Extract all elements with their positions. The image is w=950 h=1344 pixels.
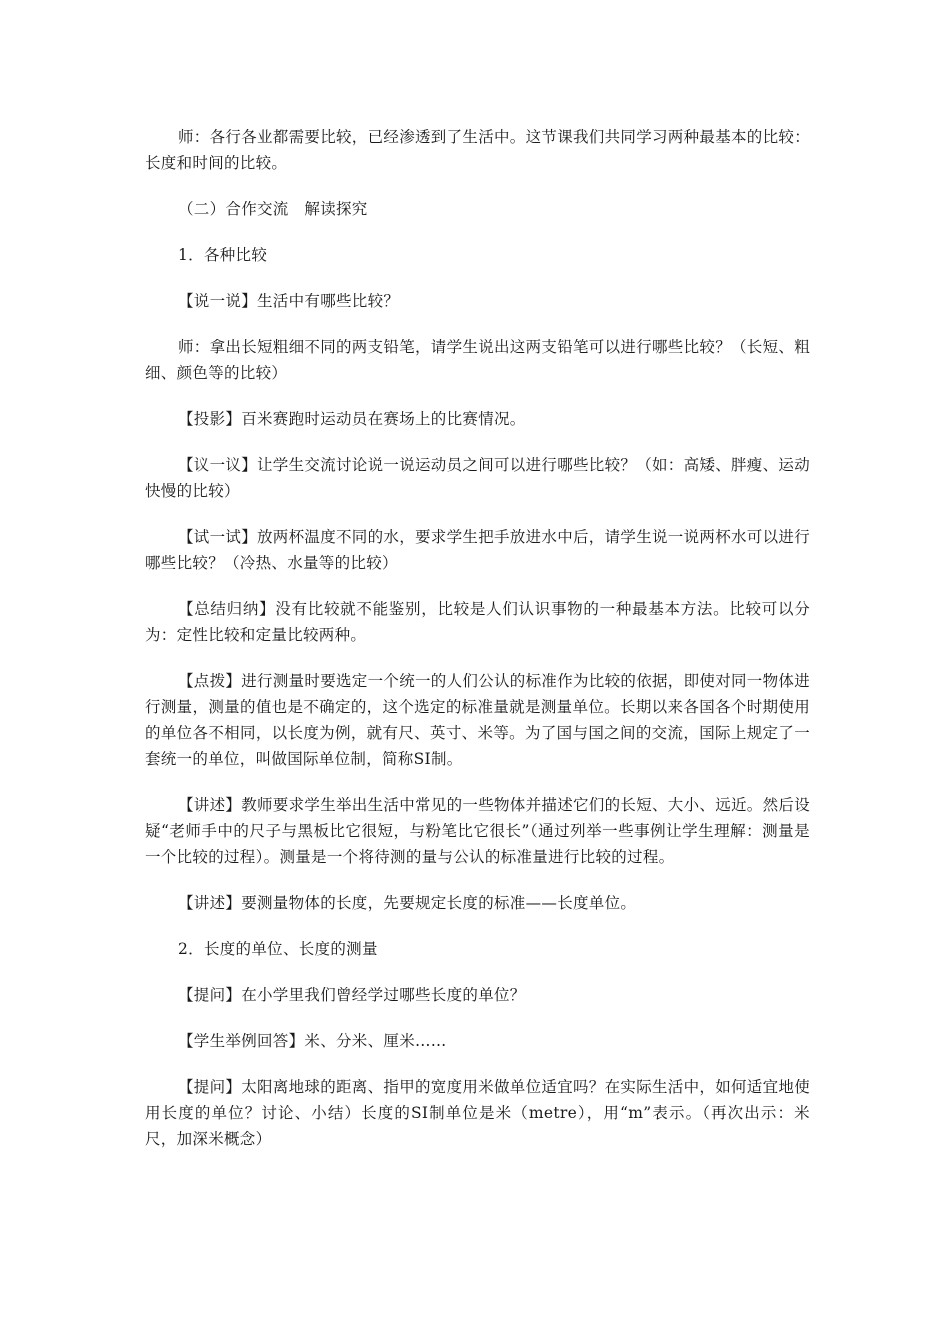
section-heading-cooperation: （二）合作交流 解读探究 <box>178 200 368 218</box>
paragraph-say: 【说一说】生活中有哪些比较？ <box>178 292 400 310</box>
paragraph-try: 【试一试】放两杯温度不同的水，要求学生把手放进水中后，请学生说一说两杯水可以进行哪些比较？（冷热、水量等的比较） <box>145 528 811 572</box>
paragraph-projection: 【投影】百米赛跑时运动员在赛场上的比赛情况。 <box>178 410 526 428</box>
paragraph-narrate-2: 【讲述】要测量物体的长度，先要规定长度的标准——长度单位。 <box>178 894 637 912</box>
subheading-length-units: 2．长度的单位、长度的测量 <box>178 940 378 958</box>
paragraph-discuss: 【议一议】让学生交流讨论说一说运动员之间可以进行哪些比较？（如：高矮、胖瘦、运动快慢的比较） <box>145 456 811 500</box>
document-body <box>145 124 810 1172</box>
paragraph-question-2: 【提问】太阳离地球的距离、指甲的宽度用米做单位适宜吗？在实际生活中，如何适宜地使用长度的单位？讨论、小结）长度的SI制单位是米（metre），用“m”表示。（再次出示：米尺，加深米概念） <box>145 1078 811 1148</box>
paragraph-narrate-1: 【讲述】教师要求学生举出生活中常见的一些物体并描述它们的长短、大小、远近。然后设疑“老师手中的尺子与黑板比它很短，与粉笔比它很长”（通过列举一些事例让学生理解：测量是一个比较的过程）。测量是一个将待测的量与公认的标准量进行比较的过程。 <box>145 796 811 866</box>
paragraph-pencils: 师：拿出长短粗细不同的两支铅笔，请学生说出这两支铅笔可以进行哪些比较？（长短、粗细、颜色等的比较） <box>145 338 811 382</box>
paragraph-question-1: 【提问】在小学里我们曾经学过哪些长度的单位？ <box>178 986 526 1004</box>
paragraph-summary: 【总结归纳】没有比较就不能鉴别，比较是人们认识事物的一种最基本方法。比较可以分为：定性比较和定量比较两种。 <box>145 600 810 644</box>
subheading-comparisons: 1．各种比较 <box>178 246 268 264</box>
paragraph-student-answer: 【学生举例回答】米、分米、厘米…… <box>178 1032 447 1050</box>
paragraph-guidance: 【点拨】进行测量时要选定一个统一的人们公认的标准作为比较的依据，即使对同一物体进行测量，测量的值也是不确定的，这个选定的标准量就是测量单位。长期以来各国各个时期使用的单位各不相同，以长度为例，就有尺、英寸、米等。为了国与国之间的交流，国际上规定了一套统一的单位，叫做国际单位制，简称SI制。 <box>145 672 811 768</box>
paragraph-intro: 师：各行各业都需要比较，已经渗透到了生活中。这节课我们共同学习两种最基本的比较：长度和时间的比较。 <box>145 128 811 172</box>
